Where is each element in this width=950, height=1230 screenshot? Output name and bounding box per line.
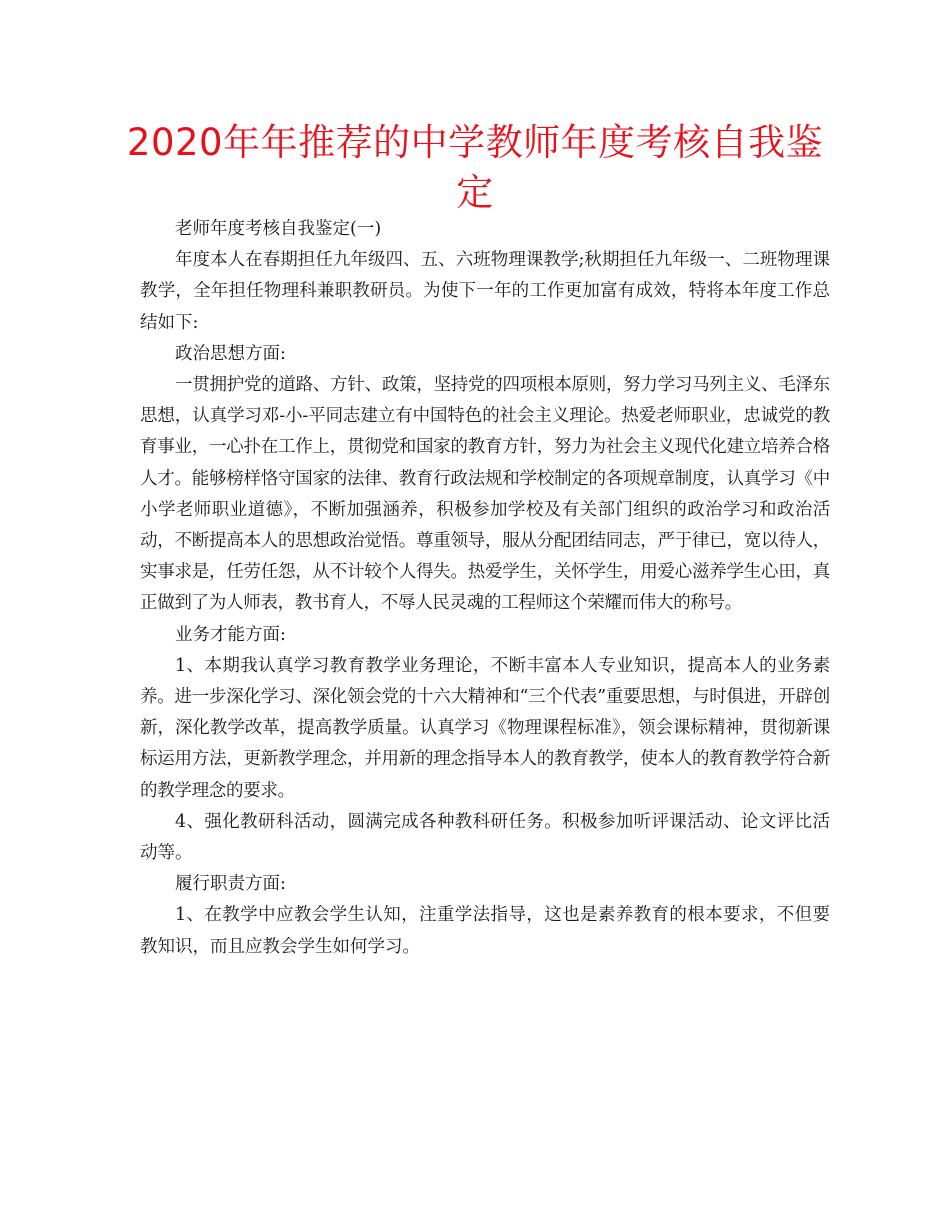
- paragraph-political: 一贯拥护党的道路、方针、政策，坚持党的四项根本原则，努力学习马列主义、毛泽东思想，认真学习邓-小-平同志建立有中国特色的社会主义理论。热爱老师职业，忠诚党的教育事业，一心扑在工作上，贯彻党和国家的教育方针，努力为社会主义现代化建立培养合格人才。能够榜样恪守国家的法律、教育行政法规和学校制定的各项规章制度，认真学习《中小学老师职业道德》，不断加强涵养，积极参加学校及有关部门组织的政治学习和政治活动，不断提高本人的思想政治觉悟。尊重领导，服从分配团结同志，严于律已，宽以待人，实事求是，任劳任怨，从不计较个人得失。热爱学生，关怀学生，用爱心滋养学生心田，真正做到了为人师表，教书育人，不辱人民灵魂的工程师这个荣耀而伟大的称号。: [140, 375, 830, 614]
- section-heading-political: 政治思想方面:: [175, 343, 286, 364]
- document-body: [140, 214, 830, 963]
- paragraph-ability-1: 1、本期我认真学习教育教学业务理论，不断丰富本人专业知识，提高本人的业务素养。进一步深化学习、深化领会党的十六大精神和“三个代表”重要思想，与时俱进，开辟创新，深化教学改革，提高教学质量。认真学习《物理课程标准》，领会课标精神，贯彻新课标运用方法，更新教学理念，并用新的理念指导本人的教育教学，使本人的教育教学符合新的教学理念的要求。: [140, 655, 830, 801]
- section-heading-duty: 履行职责方面:: [175, 874, 286, 895]
- document-title: 2020年年推荐的中学教师年度考核自我鉴定: [126, 121, 824, 214]
- paragraph-ability-4: 4、强化教研科活动，圆满完成各种教科研任务。积极参加听评课活动、论文评比活动等。: [140, 811, 830, 864]
- paragraph-intro: 年度本人在春期担任九年级四、五、六班物理课教学;秋期担任九年级一、二班物理课教学，全年担任物理科兼职教研员。为使下一年的工作更加富有成效，特将本年度工作总结如下:: [140, 250, 830, 333]
- section-heading-ability: 业务才能方面:: [175, 624, 286, 645]
- paragraph-duty-1: 1、在教学中应教会学生认知，注重学法指导，这也是素养教育的根本要求，不但要教知识，而且应教会学生如何学习。: [140, 905, 830, 957]
- section-heading-appraisal: 老师年度考核自我鉴定(一): [175, 219, 382, 239]
